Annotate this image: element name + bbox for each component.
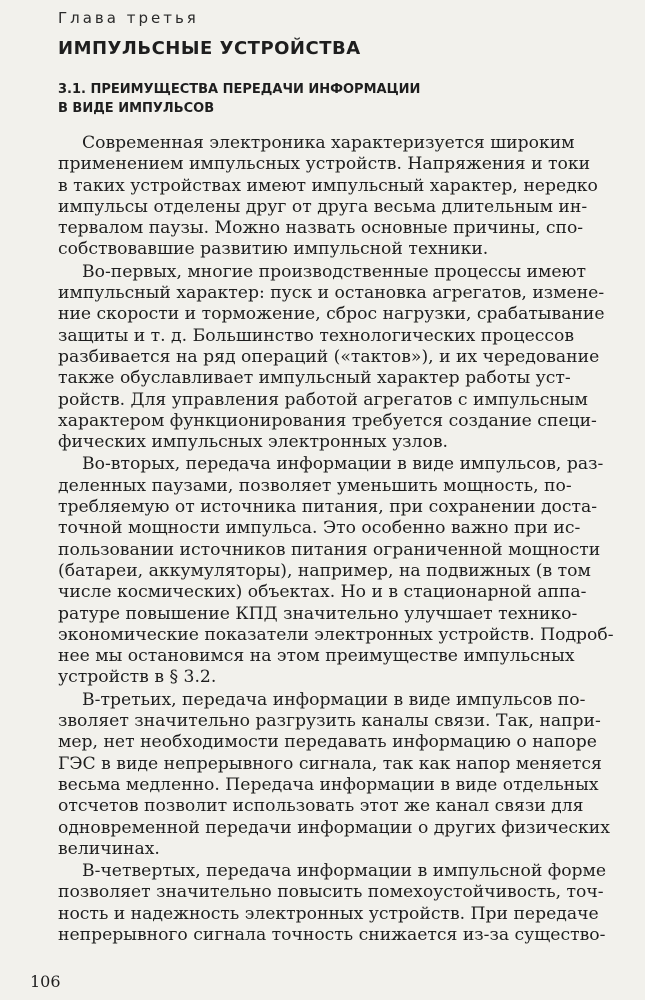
text-line: весьма медленно. Передача информации в виде отдельных	[58, 774, 599, 795]
text-line: Современная электроника характеризуется широким	[82, 133, 575, 153]
text-line: нее мы остановимся на этом преимуществе импульсных	[58, 646, 575, 667]
text-line: числе космических) объектах. Но и в стационарной аппа-	[58, 582, 587, 603]
text-line: ройств. Для управления работой агрегатов с импульсным	[58, 389, 588, 410]
paragraph	[58, 454, 623, 688]
paragraph	[58, 861, 623, 946]
text-line: требляемую от источника питания, при сохранении доста-	[58, 497, 598, 518]
text-line: ГЭС в виде непрерывного сигнала, так как напор меняется	[58, 753, 602, 774]
body-text	[58, 133, 623, 946]
text-line: точной мощности импульса. Это особенно важно при ис-	[58, 518, 581, 539]
text-line: Во-вторых, передача информации в виде импульсов, раз-	[82, 454, 604, 475]
text-line: в таких устройствах имеют импульсный характер, нередко	[58, 175, 598, 196]
text-line: В-третьих, передача информации в виде импульсов по-	[82, 689, 586, 710]
text-line: экономические показатели электронных устройств. Подроб-	[58, 624, 614, 645]
text-line: разбивается на ряд операций («тактов»), и их чередование	[58, 346, 600, 367]
text-line: ратуре повышение КПД значительно улучшает технико-	[58, 603, 578, 624]
text-line: (батареи, аккумуляторы), например, на подвижных (в том	[58, 560, 591, 581]
section-heading-line: В ВИДЕ ИМПУЛЬСОВ	[58, 101, 215, 116]
text-line: устройств в § 3.2.	[58, 667, 217, 688]
page-number: 106	[30, 972, 61, 991]
section-heading	[58, 80, 478, 118]
text-line: собствовавшие развитию импульсной техники.	[58, 239, 489, 260]
text-line: зволяет значительно разгрузить каналы связи. Так, напри-	[58, 711, 601, 732]
text-line: величинах.	[58, 838, 160, 859]
paragraph	[58, 133, 623, 261]
text-line: ность и надежность электронных устройств. При передаче	[58, 903, 599, 924]
text-line: непрерывного сигнала точность снижается из-за существо-	[58, 924, 606, 945]
text-line: деленных паузами, позволяет уменьшить мощность, по-	[58, 475, 572, 496]
text-line: позволяет значительно повысить помехоустойчивость, точ-	[58, 882, 604, 903]
text-line: В-четвертых, передача информации в импульсной форме	[82, 861, 607, 882]
text-line: также обуславливает импульсный характер работы уст-	[58, 368, 571, 389]
text-line: характером функционирования требуется создание специ-	[58, 410, 597, 431]
section-heading-line: 3.1. ПРЕИМУЩЕСТВА ПЕРЕДАЧИ ИНФОРМАЦИИ	[58, 82, 421, 97]
text-line: применением импульсных устройств. Напряжения и токи	[58, 154, 591, 175]
chapter-label: Глава третья	[58, 9, 199, 27]
text-line: импульсный характер: пуск и остановка агрегатов, измене-	[58, 283, 605, 304]
paragraph	[58, 262, 623, 454]
chapter-title: ИМПУЛЬСНЫЕ УСТРОЙСТВА	[58, 38, 361, 59]
text-line: ние скорости и торможение, сброс нагрузки, срабатывание	[58, 304, 605, 325]
text-line: импульсы отделены друг от друга весьма длительным ин-	[58, 196, 588, 217]
text-line: мер, нет необходимости передавать информацию о напоре	[58, 732, 597, 753]
text-line: тервалом паузы. Можно назвать основные причины, спо-	[58, 218, 584, 239]
text-line: одновременной передачи информации о других физических	[58, 817, 610, 838]
paragraph	[58, 690, 623, 860]
text-line: фических импульсных электронных узлов.	[58, 432, 448, 453]
text-line: отсчетов позволит использовать этот же канал связи для	[58, 796, 584, 817]
text-line: Во-первых, многие производственные процессы имеют	[82, 261, 587, 282]
text-line: защиты и т. д. Большинство технологических процессов	[58, 325, 575, 346]
text-line: пользовании источников питания ограниченной мощности	[58, 539, 601, 560]
